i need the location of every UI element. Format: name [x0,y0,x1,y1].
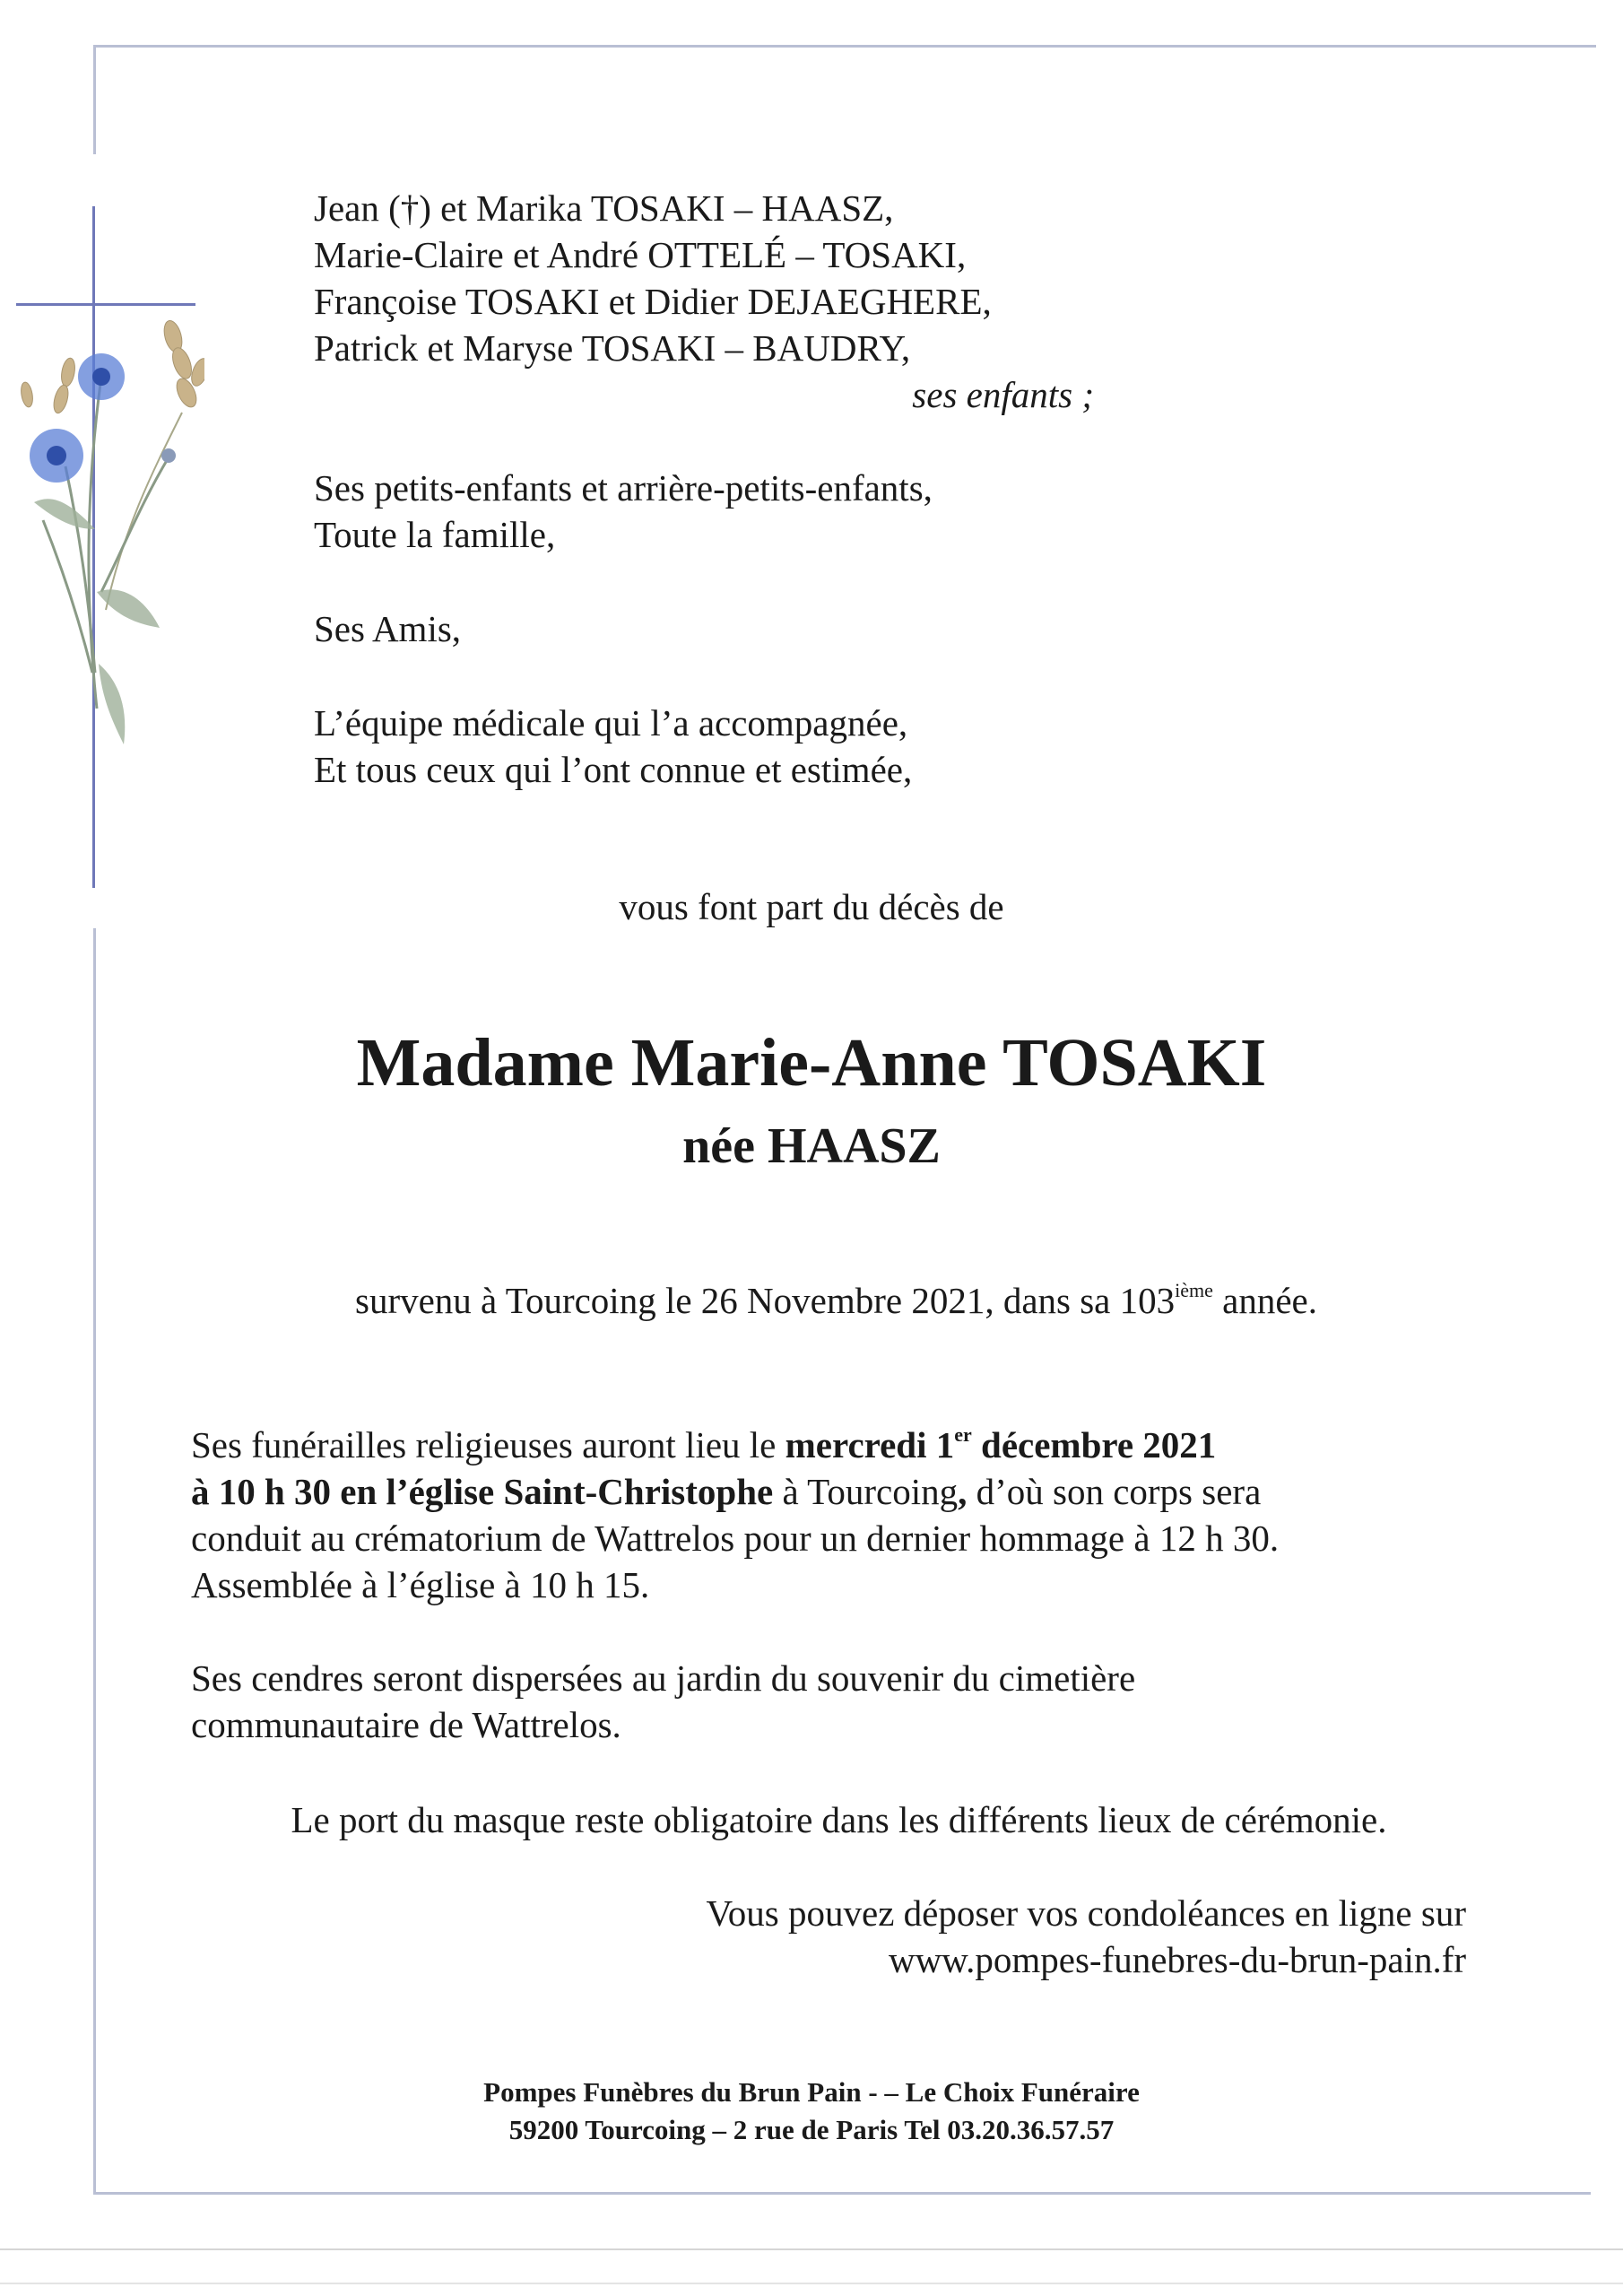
mask-notice: Le port du masque reste obligatoire dans les différents lieux de cérémonie. [291,1799,1387,1840]
cross-with-flowers-icon [16,206,204,888]
friends-line: Ses Amis, [314,608,462,649]
funeral-line-4: Assemblée à l’église à 10 h 15. [191,1564,650,1605]
ashes-line-1: Ses cendres seront dispersées au jardin du souvenir du cimetière [191,1657,1136,1699]
family-line-1: Jean (†) et Marika TOSAKI – HAASZ, [314,187,894,229]
medical-team-line-1: L’équipe médicale qui l’a accompagnée, [314,702,908,744]
funeral-date-month: décembre 2021 [971,1424,1217,1465]
funeral-line-2 [191,1468,1261,1515]
funeral-home-name: Pompes Funèbres du Brun Pain - – Le Choix Funéraire [483,2076,1140,2108]
funeral-time-place: à 10 h 30 en l’église Saint-Christophe [191,1471,774,1512]
condolences-line: Vous pouvez déposer vos condoléances en ligne sur [706,1892,1466,1934]
death-details-end: année. [1212,1280,1317,1321]
family-line-4: Patrick et Maryse TOSAKI – BAUDRY, [314,327,911,369]
funeral-line-2-end: d’où son corps sera [967,1471,1262,1512]
frame-bottom-border [93,2192,1591,2195]
cross-icon [16,206,195,888]
funeral-date-sup: er [954,1423,972,1446]
whole-family-line: Toute la famille, [314,514,556,555]
frame-left-border-upper [93,45,96,154]
deceased-name: Madame Marie-Anne TOSAKI [356,1025,1267,1100]
cornflower-icon [30,353,176,483]
funeral-comma: , [958,1471,968,1512]
stem-icon [43,377,169,709]
grandchildren-line: Ses petits-enfants et arrière-petits-enfants, [314,467,933,509]
family-line-2: Marie-Claire et André OTTELÉ – TOSAKI, [314,234,967,275]
family-line-3: Françoise TOSAKI et Didier DEJAEGHERE, [314,281,992,322]
frame-top-border [93,45,1596,48]
condolences-url[interactable]: www.pompes-funebres-du-brun-pain.fr [888,1939,1466,1980]
death-details-text: survenu à Tourcoing le 26 Novembre 2021, dans sa 103 [355,1280,1176,1321]
children-label: ses enfants ; [912,374,1094,415]
death-details [0,1277,1623,1324]
scan-edge-line [0,2248,1623,2250]
funeral-line-1-text: Ses funérailles religieuses auront lieu le [191,1424,785,1465]
ashes-line-2: communautaire de Wattrelos. [191,1704,621,1745]
deceased-maiden-name: née HAASZ [682,1118,941,1174]
scan-edge-line-lower [0,2283,1623,2284]
funeral-date-day: mercredi 1 [785,1424,955,1465]
medical-team-line-2: Et tous ceux qui l’ont connue et estimée, [314,749,913,790]
death-details-sup: ième [1175,1279,1213,1301]
funeral-line-1 [191,1422,1216,1468]
funeral-city: à Tourcoing [773,1471,959,1512]
funeral-home-address: 59200 Tourcoing – 2 rue de Paris Tel 03.20.36.57.57 [508,2114,1115,2145]
announcement-line: vous font part du décès de [619,886,1004,927]
funeral-line-3: conduit au crématorium de Wattrelos pour un dernier hommage à 12 h 30. [191,1518,1280,1559]
